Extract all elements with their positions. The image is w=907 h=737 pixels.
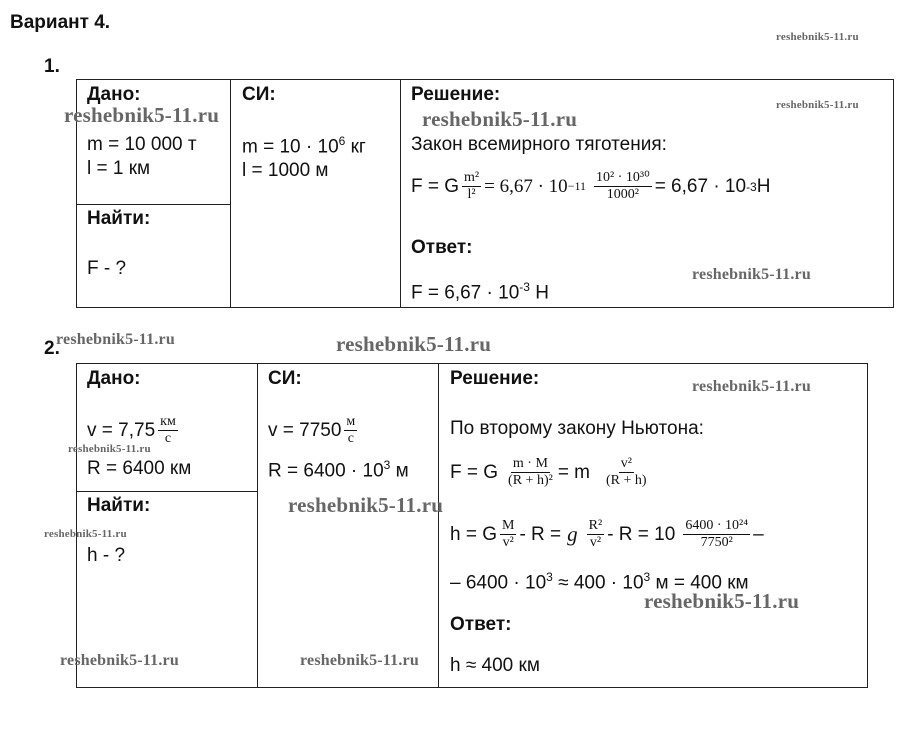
- task1-answer-label: Ответ:: [411, 237, 473, 258]
- task1-si-label: СИ:: [242, 84, 276, 105]
- task1-given-label: Дано:: [87, 84, 141, 105]
- watermark: reshebnik5-11.ru: [692, 266, 811, 283]
- task2-given-velocity: v = 7,75 $\frac{км}{с}$: [87, 414, 176, 446]
- task2-equation-2: h = G $\frac{M}{\text{v²}}$ - R = g $\frac{\text{R²}}{\text{v²}}$ - R = 10 $\frac{\text{6400 · 10²⁴}}{\text{7750²}}$ –: [450, 518, 764, 550]
- task1-number: 1.: [44, 56, 60, 77]
- task2-given-radius: R = 6400 км: [87, 458, 192, 479]
- task2-number: 2.: [44, 338, 60, 359]
- task2-si-velocity-unit: $\frac{м}{с}$: [346, 414, 356, 446]
- task1-answer: $F = 6,67 \cdot 10^{-3}$ Н: [411, 280, 549, 304]
- watermark: reshebnik5-11.ru: [68, 443, 151, 455]
- task1-given-length: l = 1 км: [87, 158, 151, 179]
- task1-formula: F = G $\frac{\text{m²}}{\text{l²}}$ = 6,67 · 10 −11 $\frac{\text{10² · 10³⁰}}{\text{1000²}}$ = 6,67 · 10 -3 Н: [411, 170, 771, 202]
- watermark: reshebnik5-11.ru: [60, 652, 179, 669]
- task2-divider-given: [76, 491, 258, 492]
- task2-given-label: Дано:: [87, 368, 141, 389]
- watermark: reshebnik5-11.ru: [44, 528, 127, 540]
- task1-law: Закон всемирного тяготения:: [411, 134, 667, 155]
- task2-find: h - ?: [87, 545, 126, 566]
- task2-eq2-fraction-1: $\frac{M}{\text{v²}}$: [502, 518, 515, 550]
- task2-answer-label: Ответ:: [450, 614, 512, 635]
- task1-divider-1: [230, 79, 231, 308]
- task2-divider-2: [438, 363, 439, 688]
- task2-eq1-fraction-2: $\frac{\text{v²}}{(R + h)}$: [606, 456, 647, 488]
- watermark: reshebnik5-11.ru: [776, 31, 859, 43]
- task2-divider-1: [257, 363, 258, 688]
- task2-eq1-fraction-1: $\frac{m \cdot M}{\text{(R + h)²}}$: [508, 456, 553, 488]
- task1-si-length: l = 1000 м: [242, 160, 329, 181]
- task2-si-radius: $R = 6400 \cdot 10^3$ м: [268, 458, 409, 482]
- task1-find: F - ?: [87, 258, 127, 279]
- task2-velocity-unit: $\frac{км}{с}$: [160, 414, 176, 446]
- watermark: reshebnik5-11.ru: [692, 378, 811, 395]
- task2-equation-3: – $6400 \cdot 10^3 \approx 400 \cdot 10^3$ м = 400 км: [450, 570, 749, 594]
- task2-eq2-fraction-3: $\frac{\text{6400 · 10²⁴}}{\text{7750²}}$: [685, 518, 749, 550]
- task1-si-mass: $m = 10 \cdot 10^6$ кг: [242, 134, 366, 158]
- page-title: Вариант 4.: [10, 12, 111, 33]
- watermark: reshebnik5-11.ru: [776, 99, 859, 111]
- task2-find-label: Найти:: [87, 495, 151, 516]
- task2-eq2-fraction-2: $\frac{\text{R²}}{\text{v²}}$: [588, 518, 603, 550]
- task2-law: По второму закону Ньютона:: [450, 418, 704, 439]
- task1-divider-2: [400, 79, 401, 308]
- task1-fraction-1: $\frac{\text{m²}}{\text{l²}}$: [464, 170, 480, 202]
- task2-si-label: СИ:: [268, 368, 302, 389]
- watermark: reshebnik5-11.ru: [422, 107, 578, 131]
- watermark: reshebnik5-11.ru: [300, 652, 419, 669]
- task2-answer: h ≈ 400 км: [450, 655, 540, 676]
- watermark: reshebnik5-11.ru: [288, 493, 444, 517]
- watermark: reshebnik5-11.ru: [644, 589, 800, 613]
- task2-equation-1: F = G $\frac{m \cdot M}{\text{(R + h)²}}$ = m $\frac{\text{v²}}{(R + h)}$: [450, 456, 647, 488]
- task1-fraction-2: $\frac{\text{10² · 10³⁰}}{\text{1000²}}$: [596, 170, 650, 202]
- watermark: reshebnik5-11.ru: [56, 331, 175, 348]
- watermark: reshebnik5-11.ru: [64, 103, 220, 127]
- task1-find-label: Найти:: [87, 208, 151, 229]
- watermark: reshebnik5-11.ru: [336, 332, 492, 356]
- task1-divider-given: [76, 204, 231, 205]
- task2-solution-label: Решение:: [450, 368, 540, 389]
- task1-solution-label: Решение:: [411, 84, 501, 105]
- task1-given-mass: m = 10 000 т: [87, 134, 197, 155]
- task2-si-velocity: v = 7750 $\frac{м}{с}$: [268, 414, 356, 446]
